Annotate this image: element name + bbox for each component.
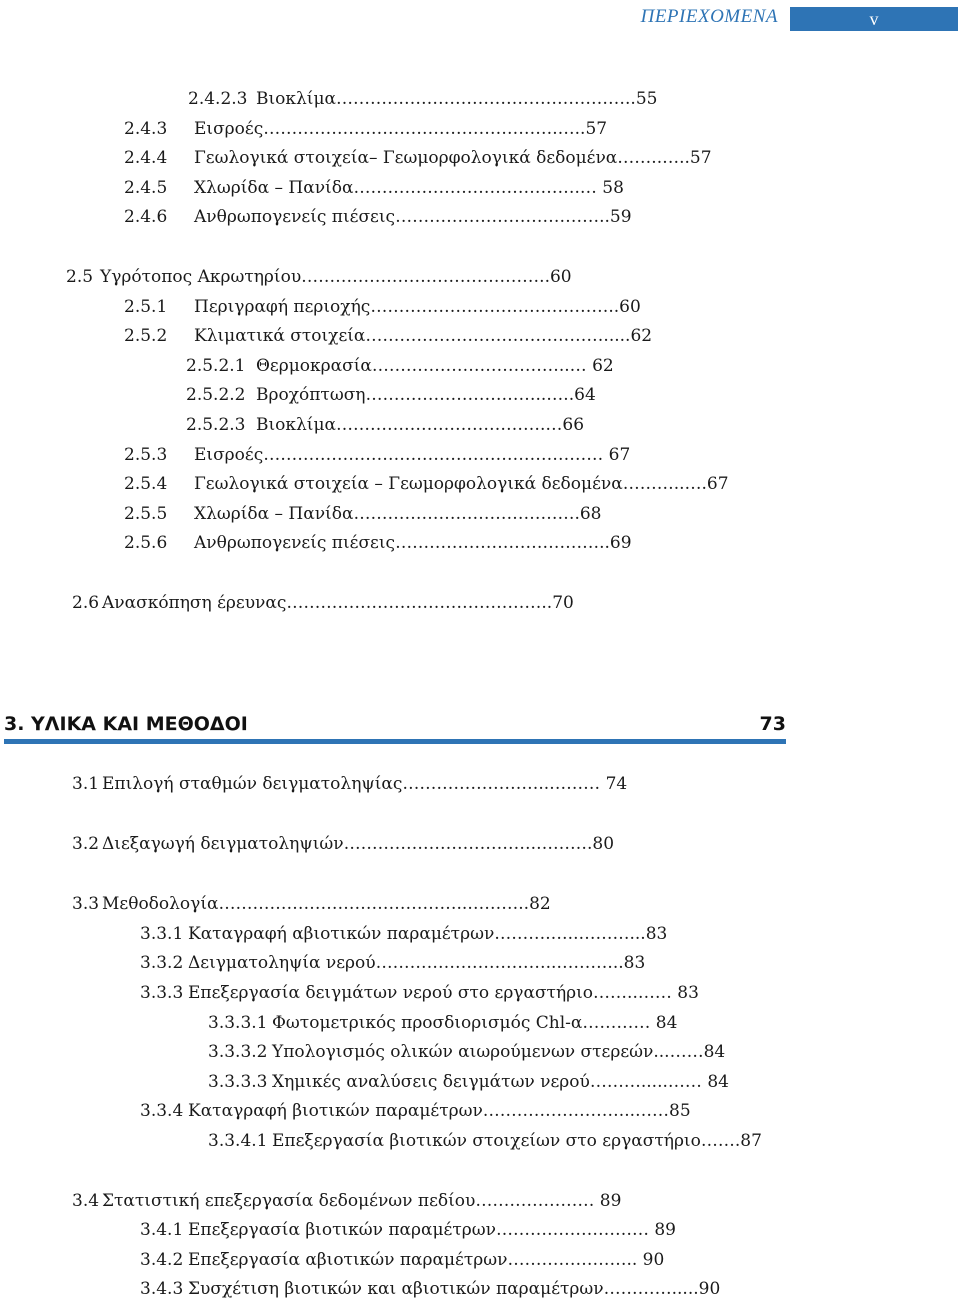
toc-entry[interactable]: 3.4.3 Συσχέτιση βιοτικών και αβιοτικών παραμέτρων………….....90 xyxy=(140,1279,721,1299)
toc-entry[interactable]: 3.3.3 Επεξεργασία δειγμάτων νερού στο εργαστήριο……..…… 83 xyxy=(140,983,699,1003)
page-header-title: ΠΕΡΙΕΧΟΜΕΝΑ xyxy=(640,6,778,27)
toc-entry[interactable]: 2.5.6 Ανθρωπογενείς πιέσεις………………………………..69 xyxy=(124,533,632,553)
toc-entry[interactable]: 2.5.4 Γεωλογικά στοιχεία – Γεωμορφολογικά δεδομένα………..….67 xyxy=(124,474,729,494)
toc-entry[interactable]: 2.4.2.3 Βιοκλίμα……………………………………………..55 xyxy=(188,89,658,109)
toc-entry[interactable]: 3.3.4 Καταγραφή βιοτικών παραμέτρων……………………...……85 xyxy=(140,1101,691,1121)
toc-entry[interactable]: 3.2 Διεξαγωγή δειγματοληψιών…………………………….……….80 xyxy=(72,834,615,854)
toc-entry[interactable]: 2.5.2.2 Βροχόπτωση…………………………..…..64 xyxy=(186,385,596,405)
toc-entry[interactable]: 3.3.3.2 Υπολογισμός ολικών αιωρούμενων στερεών...……84 xyxy=(208,1042,726,1062)
toc-entry[interactable]: 3.3.3.3 Χημικές αναλύσεις δειγμάτων νερού……….....…… 84 xyxy=(208,1072,729,1092)
toc-entry[interactable]: 3.1 Επιλογή σταθμών δειγματοληψίας……………………..……… 74 xyxy=(72,774,628,794)
toc-entry[interactable]: 3.4.1 Επεξεργασία βιοτικών παραμέτρων……………………… 89 xyxy=(140,1220,676,1240)
toc-entry[interactable]: 2.5.2.1 Θερμοκρασία……………………………..… 62 xyxy=(186,356,614,376)
toc-entry[interactable]: 2.6 Ανασκόπηση έρευνας………………………………………..70 xyxy=(72,593,574,613)
toc-entry[interactable]: 2.4.6 Ανθρωπογενείς πιέσεις………………………………..59 xyxy=(124,207,632,227)
toc-entry[interactable]: 3.4.2 Επεξεργασία αβιοτικών παραμέτρων………………….. 90 xyxy=(140,1250,665,1270)
toc-entry[interactable]: 2.5.2.3 Βιοκλίμα……………………………….…66 xyxy=(186,415,585,435)
toc-entry[interactable]: 2.4.5 Χλωρίδα – Πανίδα………………………………….… 58 xyxy=(124,178,624,198)
toc-entry[interactable]: 3.3.3.1 Φωτομετρικός προσδιορισμός Chl-α………… 84 xyxy=(208,1013,678,1033)
toc-entry[interactable]: 2.4.3 Εισροές…………………………………………….…..57 xyxy=(124,119,608,139)
page-number-badge: v xyxy=(790,7,958,31)
toc-entry[interactable]: 2.4.4 Γεωλογικά στοιχεία– Γεωμορφολογικά δεδομένα……..…..57 xyxy=(124,148,712,168)
toc-entry[interactable]: 2.5.3 Εισροές…………………………………………………… 67 xyxy=(124,445,631,465)
chapter-page: 73 xyxy=(759,713,786,735)
toc-entry[interactable]: 3.3 Μεθοδολογία……………………………………..………..82 xyxy=(72,894,551,914)
toc-entry[interactable]: 2.5 Υγρότοπος Ακρωτηρίου……………………………………..60 xyxy=(66,267,572,287)
toc-entry[interactable]: 3.3.4.1 Επεξεργασία βιοτικών στοιχείων στο εργαστήριο…….87 xyxy=(208,1131,762,1151)
chapter-heading[interactable] xyxy=(4,711,786,744)
toc-entry[interactable]: 2.5.1 Περιγραφή περιοχής……………………………………..60 xyxy=(124,297,641,317)
toc-entry[interactable]: 3.4 Στατιστική επεξεργασία δεδομένων πεδίου………………… 89 xyxy=(72,1191,622,1211)
toc-entry[interactable]: 2.5.5 Χλωρίδα – Πανίδα………………………………….68 xyxy=(124,504,602,524)
chapter-title: 3. ΥΛΙΚΑ ΚΑΙ ΜΕΘΟΔΟΙ xyxy=(4,713,248,735)
toc-entry[interactable]: 3.3.2 Δειγματοληψία νερού…………………………..………...83 xyxy=(140,953,646,973)
toc-entry[interactable]: 2.5.2 Κλιματικά στοιχεία…………………………………….....62 xyxy=(124,326,653,346)
toc-entry[interactable]: 3.3.1 Καταγραφή αβιοτικών παραμέτρων……….…..………...83 xyxy=(140,924,668,944)
